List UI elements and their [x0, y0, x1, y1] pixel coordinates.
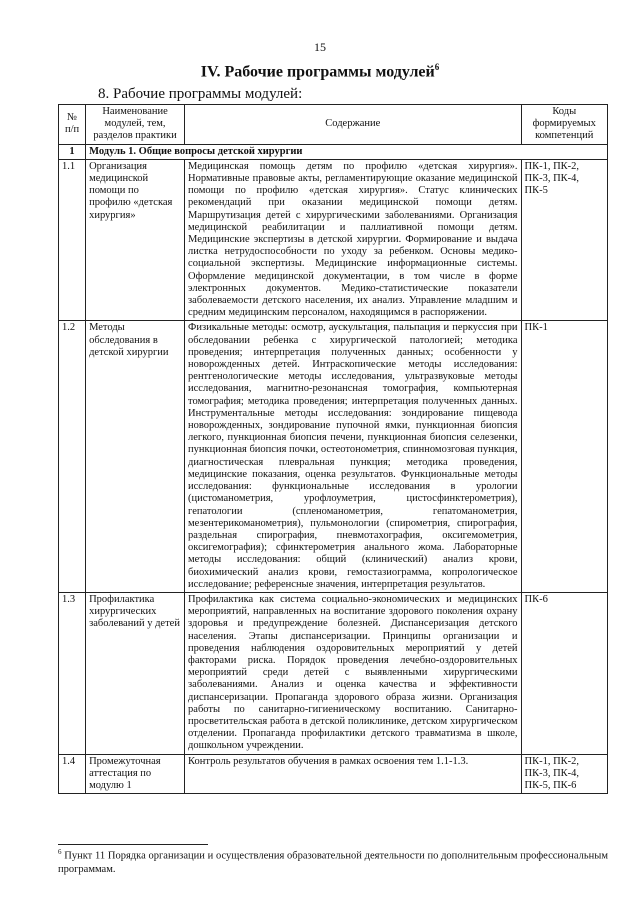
- table-row: [59, 159, 608, 321]
- section-title-text: IV. Рабочие программы модулей: [200, 63, 435, 81]
- footnote: [58, 846, 608, 876]
- header-name: Наименование модулей, тем, разделов практики: [86, 105, 185, 145]
- row-codes: ПК-1, ПК-2, ПК-3, ПК-4, ПК-5: [521, 159, 608, 321]
- modules-table: [58, 104, 608, 794]
- table-row: [59, 321, 608, 592]
- footnote-divider: [58, 844, 208, 845]
- footnote-ref[interactable]: 6: [434, 62, 440, 72]
- row-codes: ПК-1: [521, 321, 608, 592]
- footnote-mark: 6: [58, 848, 62, 856]
- table-row: [59, 754, 608, 794]
- row-name: Методы обследования в детской хирургии: [86, 321, 185, 592]
- row-name: Организация медицинской помощи по профилю «детская хирургия»: [86, 159, 185, 321]
- row-name: Профилактика хирургических заболеваний у детей: [86, 592, 185, 754]
- row-codes: ПК-1, ПК-2, ПК-3, ПК-4, ПК-5, ПК-6: [521, 754, 608, 794]
- section-title: [0, 62, 640, 81]
- table-header-row: [59, 105, 608, 145]
- row-num: 1.1: [59, 159, 86, 321]
- row-codes: ПК-6: [521, 592, 608, 754]
- row-name: Промежуточная аттестация по модулю 1: [86, 754, 185, 794]
- header-num: № п/п: [59, 105, 86, 145]
- row-content: Контроль результатов обучения в рамках освоения тем 1.1-1.3.: [185, 754, 521, 794]
- header-codes: Коды формируемых компетенций: [521, 105, 608, 145]
- header-content: Содержание: [185, 105, 521, 145]
- row-content: Профилактика как система социально-экономических и медицинских мероприятий, направленных на воспитание здорового поколения охрану здоровья и предупреждение болезней. Диспансеризация детского населения. Этапы диспансеризации. Принципы организации и проведения наблюдения оздоровительных мероприятий у детей факторами риска. Порядок проведения лечебно-оздоровительных мероприятий среди детей с выявленными хирургическими заболеваниями. Анализ и оценка качества и эффективности диспансеризации. Пропаганда здорового образа жизни. Организация работы по санитарно-гигиеническому воспитанию. Санитарно-просветительская работа в детской поликлинике, детском хирургическом отделении. Пропаганда профилактики детского травматизма в школе, дошкольном учреждении.: [185, 592, 521, 754]
- page-number: 15: [314, 40, 326, 54]
- row-num: 1.2: [59, 321, 86, 592]
- module-row: [59, 144, 608, 159]
- subsection-title: 8. Рабочие программы модулей:: [98, 86, 303, 102]
- footnote-text: Пункт 11 Порядка организации и осуществления образовательной деятельности по дополнительным профессиональным программам.: [58, 850, 608, 875]
- module-num: 1: [59, 144, 86, 159]
- row-num: 1.4: [59, 754, 86, 794]
- row-content: Медицинская помощь детям по профилю «детская хирургия». Нормативные правовые акты, регламентирующие оказание медицинской помощи по профилю «детская хирургия». Статус клинических рекомендаций при оказании медицинской помощи детям. Маршрутизация детей с хирургическими заболеваниями. Организация медицинской реабилитации и паллиативной помощи детям. Медицинские экспертизы в детской хирургии. Формирование и выдача листка нетрудоспособности по уходу за ребенком. Основы медико-социальной экспертизы. Медицинские информационные системы. Оформление медицинской документации, в том числе в форме электронных документов. Медико-статистические показатели заболеваемости детского населения, их анализ. Управление младшим и средним медицинским персоналом, находящимся в распоряжении.: [185, 159, 521, 321]
- row-content: Физикальные методы: осмотр, аускультация, пальпация и перкуссия при обследовании ребенка с хирургической патологией; методика проведения; интерпретация полученных данных; особенности у новорожденных детей. Интраскопические методы исследования: рентгенологические методы исследования, ультразвуковые методы исследования, магнитно-резонансная томография, компьютерная томография; методика проведения; интерпретация полученных данных. Инструментальные методы исследования: зондирование пищевода новорожденных, зондирование пупочной ямки, пункционная биопсия легкого, пункционная биопсия печени, пункционная биопсия селезенки, пункционная биопсия почки, остеотонометрия, спинномозговая пункция, диагностическая плевральная пункция; методика проведения, медицинские показания, оценка результатов. Функциональные методы исследования: функциональные исследования в урологии (цистоманометрия, урофлоуметрия, цистосфинктерометрия), гепатологии (спленоманометрия, гепатоманометрия, мезентерикоманометрия), пульмонологии (спирометрия, спирография, раздельная спирография, пневмотахография, оксигемометрия, оксигемография); сфинктерометрия анального жома. Лабораторные методы исследования: общий (клинический) анализ крови, биохимический анализ крови, гемостазиограмма, копрологическое исследование; референсные значения, интерпретация результатов.: [185, 321, 521, 592]
- table-row: [59, 592, 608, 754]
- module-title: Модуль 1. Общие вопросы детской хирургии: [86, 144, 608, 159]
- row-num: 1.3: [59, 592, 86, 754]
